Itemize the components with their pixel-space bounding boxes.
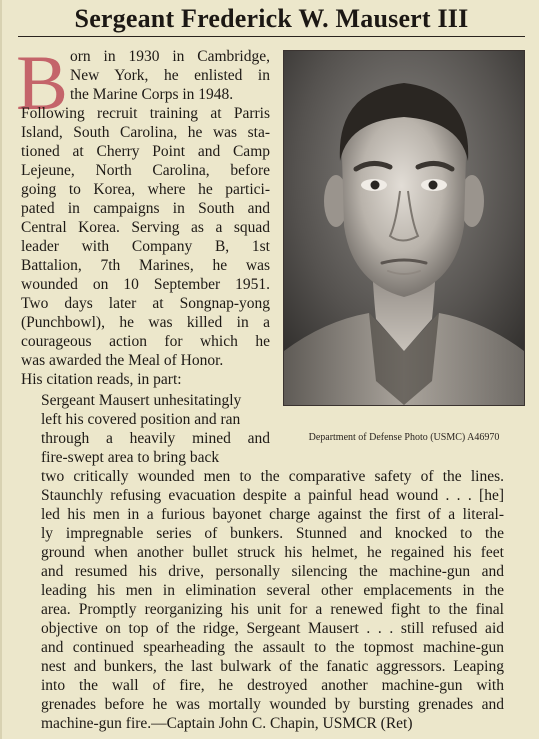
photo-caption: Department of Defense Photo (USMC) A46970 [308,432,500,443]
citation-line: ly impregnable series of bunkers. Stunned and knocked to the [41,525,504,542]
citation-line: and resumed his drive, personally silencing the machine-gun and [41,563,504,580]
citation-line: objective on top of the ridge, Sergeant Mausert . . . still refused aid [41,620,504,637]
bio-line: going to Korea, where he partici- [21,181,270,198]
portrait-photo [283,50,525,406]
bio-line: Two days later at Songnap-yong [21,295,270,312]
bio-line: Following recruit training at Parris [21,105,270,122]
bio-line: (Punchbowl), he was killed in a [21,314,270,331]
title-rule [18,36,525,37]
citation-line: fire-swept area to bring back [41,449,220,466]
bio-line: pated in campaigns in South and [21,200,270,217]
bio-line: New York, he enlisted in [70,67,270,84]
citation-line: leading his men in elimination several other emplacements in the [41,582,504,599]
citation-line: through a heavily mined and [41,430,270,447]
bio-line: Island, South Carolina, he was sta- [21,124,270,141]
bio-line: the Marine Corps in 1948. [70,86,234,103]
citation-line: into the wall of fire, he destroyed another machine-gun with [41,677,504,694]
bio-line: His citation reads, in part: [21,371,182,388]
bio-line: orn in 1930 in Cambridge, [70,48,270,65]
citation-line: and continued spearheading the assault to the topmost machine-gun [41,639,504,656]
bio-line: tioned at Cherry Point and Camp [21,143,270,160]
bio-line: courageous action for which he [21,333,270,350]
citation-line: Sergeant Mausert unhesitatingly [41,392,242,409]
citation-line: nest and bunkers, the last bulwark of the fanatic aggressors. Leaping [41,658,504,675]
page-title: Sergeant Frederick W. Mausert III [74,4,469,33]
bio-line: leader with Company B, 1st [21,238,270,255]
drop-cap: B [16,39,69,126]
citation-line: left his covered position and ran [41,411,241,428]
citation-line: Staunchly refusing evacuation despite a painful head wound . . . [he] [41,487,504,504]
citation-line: ground when another bullet struck his helmet, he regained his feet [41,544,504,561]
bio-line: was awarded the Meal of Honor. [21,352,224,369]
citation-line: machine-gun fire.—Captain John C. Chapin, USMCR (Ret) [41,715,413,732]
citation-line: led his men in a furious bayonet charge against the first of a literal- [41,506,504,523]
bio-line: Lejeune, North Carolina, before [21,162,270,179]
bio-line: Central Korea. Serving as a squad [21,219,270,236]
bio-line: Battalion, 7th Marines, he was [21,257,270,274]
citation-line: grenades before he was mortally wounded by bursting grenades and [41,696,504,713]
citation-line: area. Promptly reorganizing his unit for a renewed fight to the final [41,601,504,618]
citation-line: two critically wounded men to the comparative safety of the lines. [41,468,504,485]
bio-line: wounded on 10 September 1951. [21,276,270,293]
